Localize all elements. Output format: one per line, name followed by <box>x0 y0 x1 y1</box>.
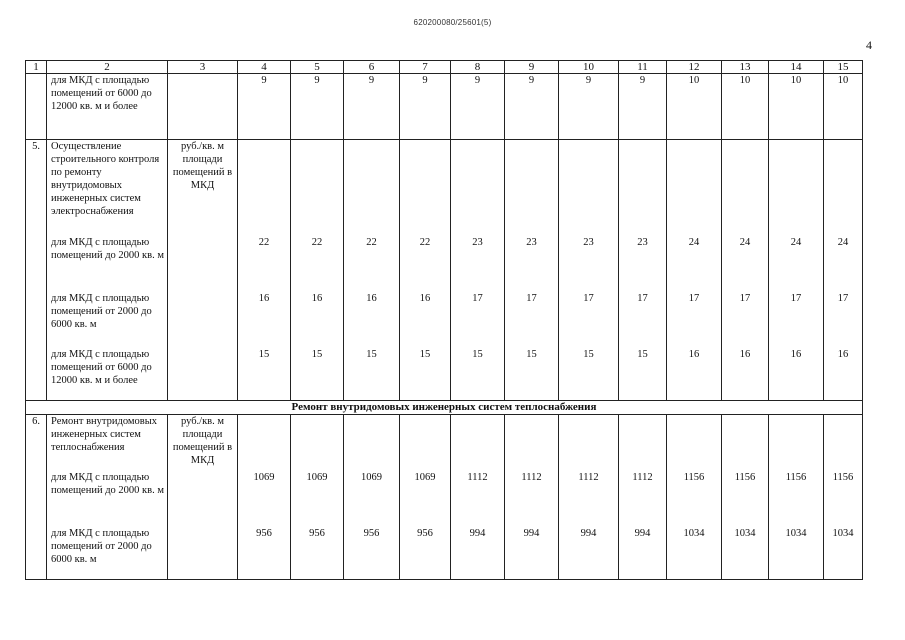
value-cell: 22 <box>258 237 270 248</box>
value-cell: 9 <box>505 74 559 140</box>
value-cell: 1156 <box>734 472 756 483</box>
value-cell: 23 <box>583 237 594 248</box>
value-cell: 10 <box>722 74 769 140</box>
value-cell: 23 <box>637 237 648 248</box>
value-cell: 15 <box>311 349 323 360</box>
value-column <box>824 415 863 580</box>
value-cell: 16 <box>739 349 751 360</box>
subrow-label: для МКД с площадью помещений до 2000 кв. м <box>51 237 164 261</box>
tariff-table <box>25 60 863 580</box>
header-cell: 6 <box>344 61 400 74</box>
value-cell: 22 <box>366 237 377 248</box>
value-cell: 9 <box>400 74 451 140</box>
value-column <box>238 415 291 580</box>
value-cell: 1156 <box>785 472 807 483</box>
value-cell: 1112 <box>632 472 653 483</box>
value-column <box>769 140 824 401</box>
row-description <box>47 415 168 580</box>
value-cell: 17 <box>472 293 483 304</box>
value-cell: 956 <box>309 528 325 539</box>
value-cell: 1112 <box>521 472 542 483</box>
row-number-cell <box>26 74 47 140</box>
value-cell: 10 <box>769 74 824 140</box>
subrow-label: для МКД с площадью помещений от 2000 до 6000 кв. м <box>51 528 152 565</box>
value-cell: 9 <box>559 74 619 140</box>
header-cell: 15 <box>824 61 863 74</box>
section-heading: Ремонт внутридомовых инженерных систем теплоснабжения <box>26 401 863 415</box>
value-cell: 956 <box>363 528 380 539</box>
value-column <box>400 140 451 401</box>
value-cell: 16 <box>419 293 431 304</box>
value-cell: 1034 <box>683 528 705 539</box>
row-description: для МКД с площадью помещений от 6000 до 12000 кв. м и более <box>47 74 168 140</box>
value-cell: 1069 <box>414 472 436 483</box>
table-row <box>26 74 863 140</box>
value-column <box>238 140 291 401</box>
value-cell: 17 <box>739 293 751 304</box>
header-cell: 9 <box>505 61 559 74</box>
value-cell: 1034 <box>785 528 807 539</box>
value-cell: 1112 <box>467 472 488 483</box>
value-column <box>722 140 769 401</box>
value-cell: 1156 <box>832 472 854 483</box>
value-cell: 16 <box>688 349 700 360</box>
unit-cell: руб./кв. м площади помещений в МКД <box>168 140 238 401</box>
row-description <box>47 140 168 401</box>
value-column <box>291 140 344 401</box>
value-cell: 15 <box>637 349 648 360</box>
value-cell: 24 <box>688 237 700 248</box>
value-column <box>400 415 451 580</box>
header-cell: 5 <box>291 61 344 74</box>
value-cell: 1069 <box>306 472 328 483</box>
value-cell: 16 <box>366 293 377 304</box>
table-row-item-6 <box>26 415 863 580</box>
value-cell: 16 <box>258 293 270 304</box>
header-cell: 7 <box>400 61 451 74</box>
value-cell: 956 <box>417 528 433 539</box>
header-row <box>26 61 863 74</box>
value-cell: 9 <box>238 74 291 140</box>
value-column <box>667 415 722 580</box>
subrow-label: для МКД с площадью помещений до 2000 кв. м <box>51 472 164 496</box>
header-cell: 14 <box>769 61 824 74</box>
value-cell: 956 <box>256 528 272 539</box>
header-cell: 2 <box>47 61 168 74</box>
value-cell: 17 <box>837 293 849 304</box>
value-cell: 15 <box>258 349 270 360</box>
header-cell: 12 <box>667 61 722 74</box>
value-cell: 1112 <box>578 472 599 483</box>
value-cell: 15 <box>583 349 594 360</box>
value-cell: 17 <box>790 293 802 304</box>
value-cell: 23 <box>472 237 483 248</box>
value-cell: 17 <box>637 293 648 304</box>
value-cell: 23 <box>526 237 537 248</box>
document-id: 620200080/25601(5) <box>413 18 492 27</box>
value-column <box>505 140 559 401</box>
value-cell: 9 <box>619 74 667 140</box>
value-cell: 16 <box>790 349 802 360</box>
header-cell: 13 <box>722 61 769 74</box>
value-cell: 22 <box>419 237 431 248</box>
value-cell: 9 <box>344 74 400 140</box>
header-cell: 11 <box>619 61 667 74</box>
value-cell: 994 <box>523 528 540 539</box>
value-column <box>559 140 619 401</box>
subrow-label: для МКД с площадью помещений от 2000 до 6000 кв. м <box>51 293 152 330</box>
value-column <box>559 415 619 580</box>
value-cell: 9 <box>451 74 505 140</box>
header-cell: 8 <box>451 61 505 74</box>
value-cell: 10 <box>824 74 863 140</box>
value-column <box>344 415 400 580</box>
row-number-cell: 5. <box>26 140 47 401</box>
subrow-label: для МКД с площадью помещений от 6000 до 12000 кв. м и более <box>51 349 152 386</box>
value-column <box>667 140 722 401</box>
item-title: Ремонт внутридомовых инженерных систем теплоснабжения <box>51 416 158 453</box>
value-column <box>769 415 824 580</box>
value-cell: 17 <box>688 293 700 304</box>
value-cell: 15 <box>419 349 431 360</box>
value-cell: 15 <box>526 349 537 360</box>
item-title: Осуществление строительного контроля по ремонту внутридомовых инженерных систем электроснабжения <box>51 141 160 217</box>
value-column <box>451 415 505 580</box>
section-heading-row <box>26 401 863 415</box>
page-number: 4 <box>866 38 872 52</box>
value-cell: 15 <box>366 349 377 360</box>
table-row-item-5 <box>26 140 863 401</box>
value-cell: 24 <box>837 237 849 248</box>
value-cell: 1069 <box>361 472 382 483</box>
value-cell: 17 <box>526 293 537 304</box>
value-cell: 1034 <box>832 528 854 539</box>
value-cell: 16 <box>311 293 323 304</box>
value-cell: 22 <box>311 237 323 248</box>
value-cell: 1156 <box>683 472 705 483</box>
value-column <box>722 415 769 580</box>
value-cell: 10 <box>667 74 722 140</box>
value-cell: 17 <box>583 293 594 304</box>
value-column <box>619 415 667 580</box>
value-column <box>505 415 559 580</box>
header-cell: 3 <box>168 61 238 74</box>
value-cell: 994 <box>469 528 486 539</box>
value-column <box>344 140 400 401</box>
value-cell: 994 <box>634 528 651 539</box>
header-cell: 10 <box>559 61 619 74</box>
header-cell: 4 <box>238 61 291 74</box>
value-column <box>619 140 667 401</box>
value-cell: 994 <box>580 528 597 539</box>
value-column <box>824 140 863 401</box>
value-cell: 9 <box>291 74 344 140</box>
row-number-cell: 6. <box>26 415 47 580</box>
value-cell: 16 <box>837 349 849 360</box>
unit-cell: руб./кв. м площади помещений в МКД <box>168 415 238 580</box>
value-cell: 1069 <box>253 472 275 483</box>
unit-cell <box>168 74 238 140</box>
value-column <box>451 140 505 401</box>
value-cell: 24 <box>739 237 751 248</box>
value-cell: 1034 <box>734 528 756 539</box>
value-cell: 24 <box>790 237 802 248</box>
value-column <box>291 415 344 580</box>
value-cell: 15 <box>472 349 483 360</box>
header-cell: 1 <box>26 61 47 74</box>
